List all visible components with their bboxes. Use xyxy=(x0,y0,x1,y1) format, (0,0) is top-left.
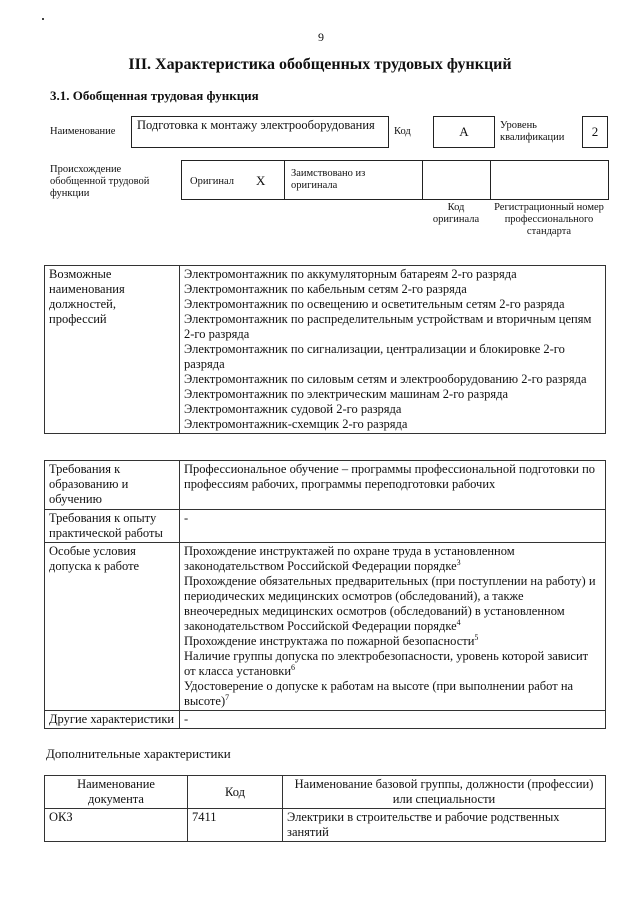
name-label: Наименование xyxy=(50,126,116,137)
original-mark: X xyxy=(256,173,266,188)
list-item: Прохождение инструктажа по пожарной безопасности$^5$ xyxy=(184,632,479,648)
other-value: - xyxy=(180,711,606,729)
origin-label: Происхождение обобщенной трудовой функции xyxy=(50,164,150,199)
list-item: Наличие группы допуска по электробезопасности, уровень которой зависит от класса установки$^6$ xyxy=(184,649,589,678)
list-item: Удостоверение о допуске к работам на высоте (при выполнении работ на высоте)$^7$ xyxy=(184,679,574,708)
education-label: Требования к образованию и обучению xyxy=(45,461,180,510)
code-label: Код xyxy=(394,126,411,137)
reg-number-caption: Регистрационный номер профессионального стандарта xyxy=(494,202,604,237)
table-cell: 7411 xyxy=(188,809,283,842)
section-title: III. Характеристика обобщенных трудовых функций xyxy=(128,56,512,73)
list-item: Электромонтажник-схемщик 2-го разряда xyxy=(184,417,408,431)
code-value: A xyxy=(433,116,495,148)
positions-label: Возможные наименования должностей, профессий xyxy=(45,266,180,434)
table-cell: ОКЗ xyxy=(45,809,188,842)
name-value: Подготовка к монтажу электрооборудования xyxy=(137,118,375,132)
additional-title: Дополнительные характеристики xyxy=(46,746,231,761)
positions-table xyxy=(44,265,606,434)
origin-divider xyxy=(490,160,491,200)
list-item: Электромонтажник по сигнализации, централизации и блокировке 2-го разряда xyxy=(184,342,565,371)
list-item: Прохождение инструктажей по охране труда в установленном законодательством Российской Федерации порядке$^3$ xyxy=(184,544,515,573)
positions-list xyxy=(180,266,606,434)
column-header: Наименование базовой группы, должности (профессии) или специальности xyxy=(283,776,606,809)
column-header: Код xyxy=(188,776,283,809)
conditions-label: Особые условия допуска к работе xyxy=(45,543,180,711)
level-label: Уровень квалификации xyxy=(500,120,565,143)
table-cell: Электрики в строительстве и рабочие родственных занятий xyxy=(283,809,606,842)
origin-divider xyxy=(422,160,423,200)
additional-table xyxy=(44,775,606,842)
borrowed-label: Заимствовано из оригинала xyxy=(291,168,366,191)
list-item: Прохождение обязательных предварительных (при поступлении на работу) и периодических медицинских осмотров (обследований), а также внеочередных медицинских осмотров (обследований) в установленном законодательством Российской Федерации порядке$^4$ xyxy=(184,574,596,633)
column-header: Наименование документа xyxy=(45,776,188,809)
list-item: Электромонтажник по электрическим машинам 2-го разряда xyxy=(184,387,509,401)
subsection-title: 3.1. Обобщенная трудовая функция xyxy=(50,88,259,103)
name-value-box xyxy=(131,116,389,148)
experience-label: Требования к опыту практической работы xyxy=(45,510,180,543)
requirements-table xyxy=(44,460,606,729)
origin-divider xyxy=(284,160,285,200)
list-item: Электромонтажник по распределительным устройствам и вторичным цепям 2-го разряда xyxy=(184,312,592,341)
level-value: 2 xyxy=(582,116,608,148)
table-row xyxy=(45,809,606,842)
experience-value: - xyxy=(180,510,606,543)
list-item: Электромонтажник по аккумуляторным батареям 2-го разряда xyxy=(184,267,517,281)
list-item: Электромонтажник по силовым сетям и электрооборудованию 2-го разряда xyxy=(184,372,587,386)
page-number: 9 xyxy=(318,30,324,44)
list-item: Электромонтажник судовой 2-го разряда xyxy=(184,402,402,416)
conditions-list xyxy=(180,543,606,711)
code-original-caption: Код оригинала xyxy=(432,202,480,225)
other-label: Другие характеристики xyxy=(45,711,180,729)
list-item: Электромонтажник по кабельным сетям 2-го разряда xyxy=(184,282,467,296)
education-value: Профессиональное обучение – программы профессиональной подготовки по профессиям рабочих, программы переподготовки рабочих xyxy=(180,461,606,510)
scan-dot xyxy=(42,18,44,20)
original-label: Оригинал xyxy=(190,176,234,187)
list-item: Электромонтажник по освещению и осветительным сетям 2-го разряда xyxy=(184,297,565,311)
